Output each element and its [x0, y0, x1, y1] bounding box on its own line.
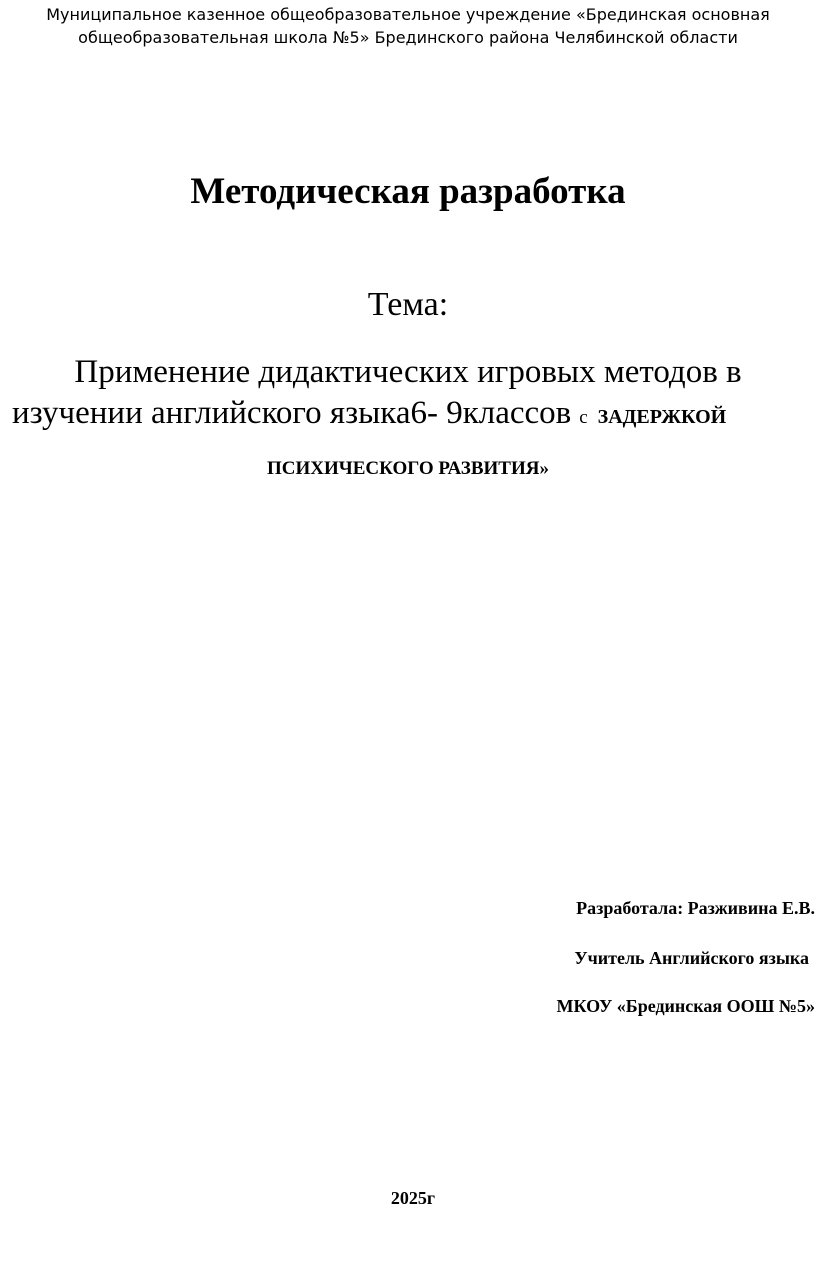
- topic-text-line2-main: изучении английского языка6- 9классов: [12, 395, 572, 431]
- institution-header: [0, 3, 816, 49]
- author-developed-by: Разработала: Разживина Е.В.: [576, 898, 815, 918]
- document-title: Методическая разработка: [190, 171, 626, 212]
- institution-header-line2: общеобразовательная школа №5» Брединского района Челябинской области: [78, 28, 738, 47]
- institution-header-line1: Муниципальное казенное общеобразовательное учреждение «Брединская основная: [46, 5, 770, 24]
- topic-text-line2-caps: ЗАДЕРЖКОЙ: [597, 406, 727, 428]
- topic-text-line2-preposition: с: [579, 407, 588, 428]
- author-organization: МКОУ «Брединская ООШ №5»: [556, 996, 815, 1016]
- topic-text-line1: Применение дидактических игровых методов в: [74, 354, 742, 390]
- topic-text-line2: [12, 392, 812, 439]
- topic-text-line3: ПСИХИЧЕСКОГО РАЗВИТИЯ»: [267, 458, 549, 479]
- document-year: 2025г: [390, 1188, 436, 1208]
- author-position: Учитель Английского языка: [574, 948, 809, 968]
- topic-label: Тема:: [367, 286, 449, 323]
